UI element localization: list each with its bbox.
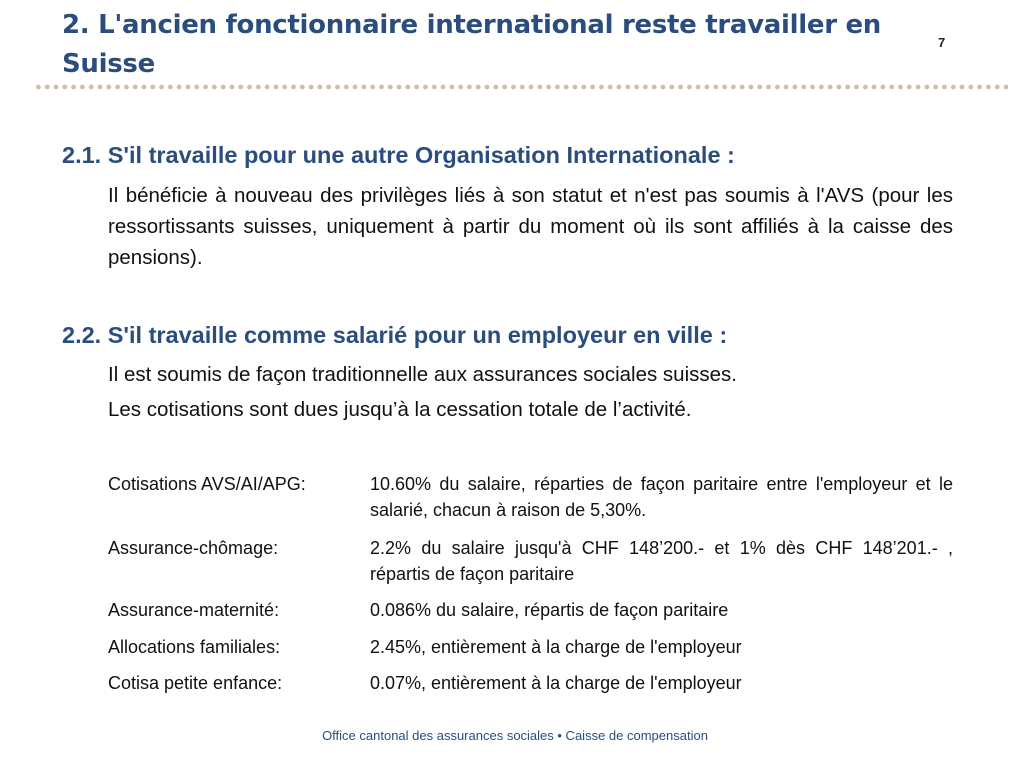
section-heading-2-1: 2.1. S'il travaille pour une autre Organisation Internationale :: [62, 142, 735, 168]
contribution-value: 10.60% du salaire, réparties de façon paritaire entre l'employeur et le salarié, chacun à raison de 5,30%.: [370, 474, 953, 520]
page-number: 7: [938, 35, 946, 50]
contribution-value: 0.07%, entièrement à la charge de l'employeur: [370, 673, 742, 693]
slide-title: 2. L'ancien fonctionnaire international reste travailler en Suisse: [62, 10, 882, 79]
contribution-label: Allocations familiales:: [108, 637, 281, 657]
contribution-label: Assurance-maternité:: [108, 600, 280, 620]
contribution-label: Cotisa petite enfance:: [108, 673, 283, 693]
footer-text: Office cantonal des assurances sociales • Caisse de compensation: [322, 728, 708, 743]
contribution-label: Cotisations AVS/AI/APG:: [108, 474, 306, 494]
section-heading-2-2: 2.2. S'il travaille comme salarié pour un employeur en ville :: [62, 322, 728, 348]
section-2-1-paragraph: Il bénéficie à nouveau des privilèges liés à son statut et n'est pas soumis à l'AVS (pour les ressortissants suisses, uniquement à partir du moment où ils sont affiliés à la caisse des pensions).: [108, 184, 953, 269]
dotted-divider: [34, 84, 1008, 90]
section-2-2-line-2: Les cotisations sont dues jusqu’à la cessation totale de l’activité.: [108, 398, 692, 421]
contribution-value: 2.2% du salaire jusqu'à CHF 148’200.- et 1% dès CHF 148’201.- , répartis de façon paritaire: [370, 538, 953, 584]
contribution-label: Assurance-chômage:: [108, 538, 279, 558]
section-2-2-line-1: Il est soumis de façon traditionnelle aux assurances sociales suisses.: [108, 363, 737, 386]
contribution-value: 0.086% du salaire, répartis de façon paritaire: [370, 600, 729, 620]
contribution-value: 2.45%, entièrement à la charge de l'employeur: [370, 637, 742, 657]
